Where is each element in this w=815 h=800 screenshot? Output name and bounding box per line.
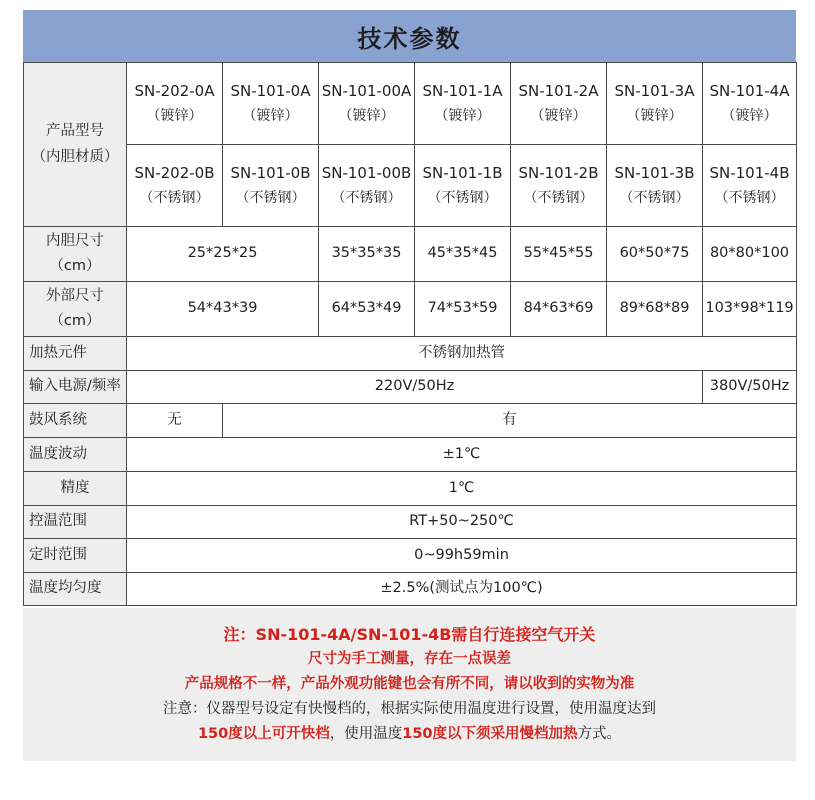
model-cell [703, 145, 797, 227]
model-code: SN-202-0A [134, 82, 215, 101]
note-text-end: 方式。 [577, 726, 622, 742]
note-speed-setting: 注意：仪器型号设定有快慢档的，根据实际使用温度进行设置，使用温度达到 [163, 701, 656, 717]
model-cell [223, 63, 319, 145]
model-code: SN-101-1A [422, 82, 503, 101]
model-cell [415, 145, 511, 227]
model-cell [511, 145, 607, 227]
inner-size-label-cell [24, 227, 127, 282]
model-material: （镀锌） [242, 108, 299, 125]
outer-size-value: 84*63*69 [511, 282, 607, 337]
model-material: （镀锌） [434, 108, 491, 125]
spec-table [23, 62, 797, 606]
timer-row [24, 539, 797, 573]
fan-value-yes: 有 [223, 404, 797, 438]
outer-size-row [24, 282, 797, 337]
note-text: ，使用温度 [329, 726, 403, 742]
model-row-b [24, 145, 797, 227]
uniformity-row [24, 573, 797, 606]
temp-range-label: 控温范围 [24, 506, 127, 539]
model-material: （不锈钢） [235, 190, 306, 207]
precision-value: 1℃ [127, 472, 797, 506]
note-slow-mode: 150度以下须采用慢档加热 [402, 726, 578, 742]
model-cell [703, 63, 797, 145]
page-title: 技术参数 [357, 24, 462, 53]
outer-size-value: 54*43*39 [127, 282, 319, 337]
fan-label: 鼓风系统 [24, 404, 127, 438]
model-code: SN-101-1B [422, 164, 503, 183]
heating-value: 不锈钢加热管 [127, 337, 797, 371]
inner-size-row [24, 227, 797, 282]
precision-label: 精度 [24, 472, 127, 506]
inner-size-label: 内胆尺寸 [46, 232, 104, 249]
model-code: SN-101-3A [614, 82, 695, 101]
outer-size-value: 103*98*119 [703, 282, 797, 337]
note-air-switch: 注：SN-101-4A/SN-101-4B需自行连接空气开关 [223, 625, 596, 644]
uniformity-label: 温度均匀度 [24, 573, 127, 606]
model-material: （镀锌） [338, 108, 395, 125]
model-material: （镀锌） [721, 108, 778, 125]
precision-row [24, 472, 797, 506]
inner-size-value: 45*35*45 [415, 227, 511, 282]
model-material: （不锈钢） [331, 190, 402, 207]
outer-size-unit: （cm） [49, 313, 101, 329]
model-cell [319, 145, 415, 227]
model-code: SN-101-3B [614, 164, 695, 183]
model-code: SN-101-4A [709, 82, 790, 101]
outer-size-label: 外部尺寸 [46, 287, 104, 304]
outer-size-value: 89*68*89 [607, 282, 703, 337]
model-cell [223, 145, 319, 227]
outer-size-value: 64*53*49 [319, 282, 415, 337]
inner-size-value: 55*45*55 [511, 227, 607, 282]
model-material: （镀锌） [146, 108, 203, 125]
model-label: 产品型号 [46, 123, 104, 140]
model-code: SN-202-0B [134, 164, 215, 183]
outer-size-label-cell [24, 282, 127, 337]
model-code: SN-101-2A [518, 82, 599, 101]
heating-row [24, 337, 797, 371]
timer-label: 定时范围 [24, 539, 127, 573]
model-material: （镀锌） [626, 108, 683, 125]
title-bar [23, 10, 796, 62]
model-code: SN-101-2B [518, 164, 599, 183]
model-material: （不锈钢） [619, 190, 690, 207]
notes-panel [23, 608, 796, 761]
uniformity-value: ±2.5%(测试点为100℃) [127, 573, 797, 606]
model-cell [127, 63, 223, 145]
inner-size-unit: （cm） [49, 258, 101, 274]
fan-value-none: 无 [127, 404, 223, 438]
model-label-cell [24, 63, 127, 227]
model-code: SN-101-00B [321, 164, 412, 183]
model-material: （镀锌） [530, 108, 587, 125]
fluctuation-label: 温度波动 [24, 438, 127, 472]
note-fast-mode: 150度以上可开快档 [197, 726, 330, 742]
model-cell [319, 63, 415, 145]
inner-size-value: 25*25*25 [127, 227, 319, 282]
model-code: SN-101-4B [709, 164, 790, 183]
note-appearance: 产品规格不一样，产品外观功能键也会有所不同，请以收到的实物为准 [184, 676, 635, 692]
note-measurement: 尺寸为手工测量，存在一点误差 [308, 651, 511, 667]
power-label: 输入电源/频率 [24, 371, 127, 404]
temp-range-row [24, 506, 797, 539]
outer-size-value: 74*53*59 [415, 282, 511, 337]
model-code: SN-101-00A [321, 82, 412, 101]
model-cell [607, 145, 703, 227]
model-cell [511, 63, 607, 145]
fluctuation-value: ±1℃ [127, 438, 797, 472]
power-value-4a: 380V/50Hz [703, 371, 797, 404]
model-material-label: （内胆材质） [31, 148, 119, 165]
timer-value: 0~99h59min [127, 539, 797, 573]
model-code: SN-101-0A [230, 82, 311, 101]
model-material: （不锈钢） [714, 190, 785, 207]
heating-label: 加热元件 [24, 337, 127, 371]
fan-row [24, 404, 797, 438]
power-row [24, 371, 797, 404]
power-value: 220V/50Hz [127, 371, 703, 404]
inner-size-value: 35*35*35 [319, 227, 415, 282]
model-code: SN-101-0B [230, 164, 311, 183]
note-speed-detail [23, 722, 796, 747]
fluctuation-row [24, 438, 797, 472]
inner-size-value: 80*80*100 [703, 227, 797, 282]
model-cell [127, 145, 223, 227]
temp-range-value: RT+50~250℃ [127, 506, 797, 539]
inner-size-value: 60*50*75 [607, 227, 703, 282]
model-material: （不锈钢） [523, 190, 594, 207]
model-cell [415, 63, 511, 145]
model-row-a [24, 63, 797, 145]
model-cell [607, 63, 703, 145]
model-material: （不锈钢） [139, 190, 210, 207]
model-material: （不锈钢） [427, 190, 498, 207]
